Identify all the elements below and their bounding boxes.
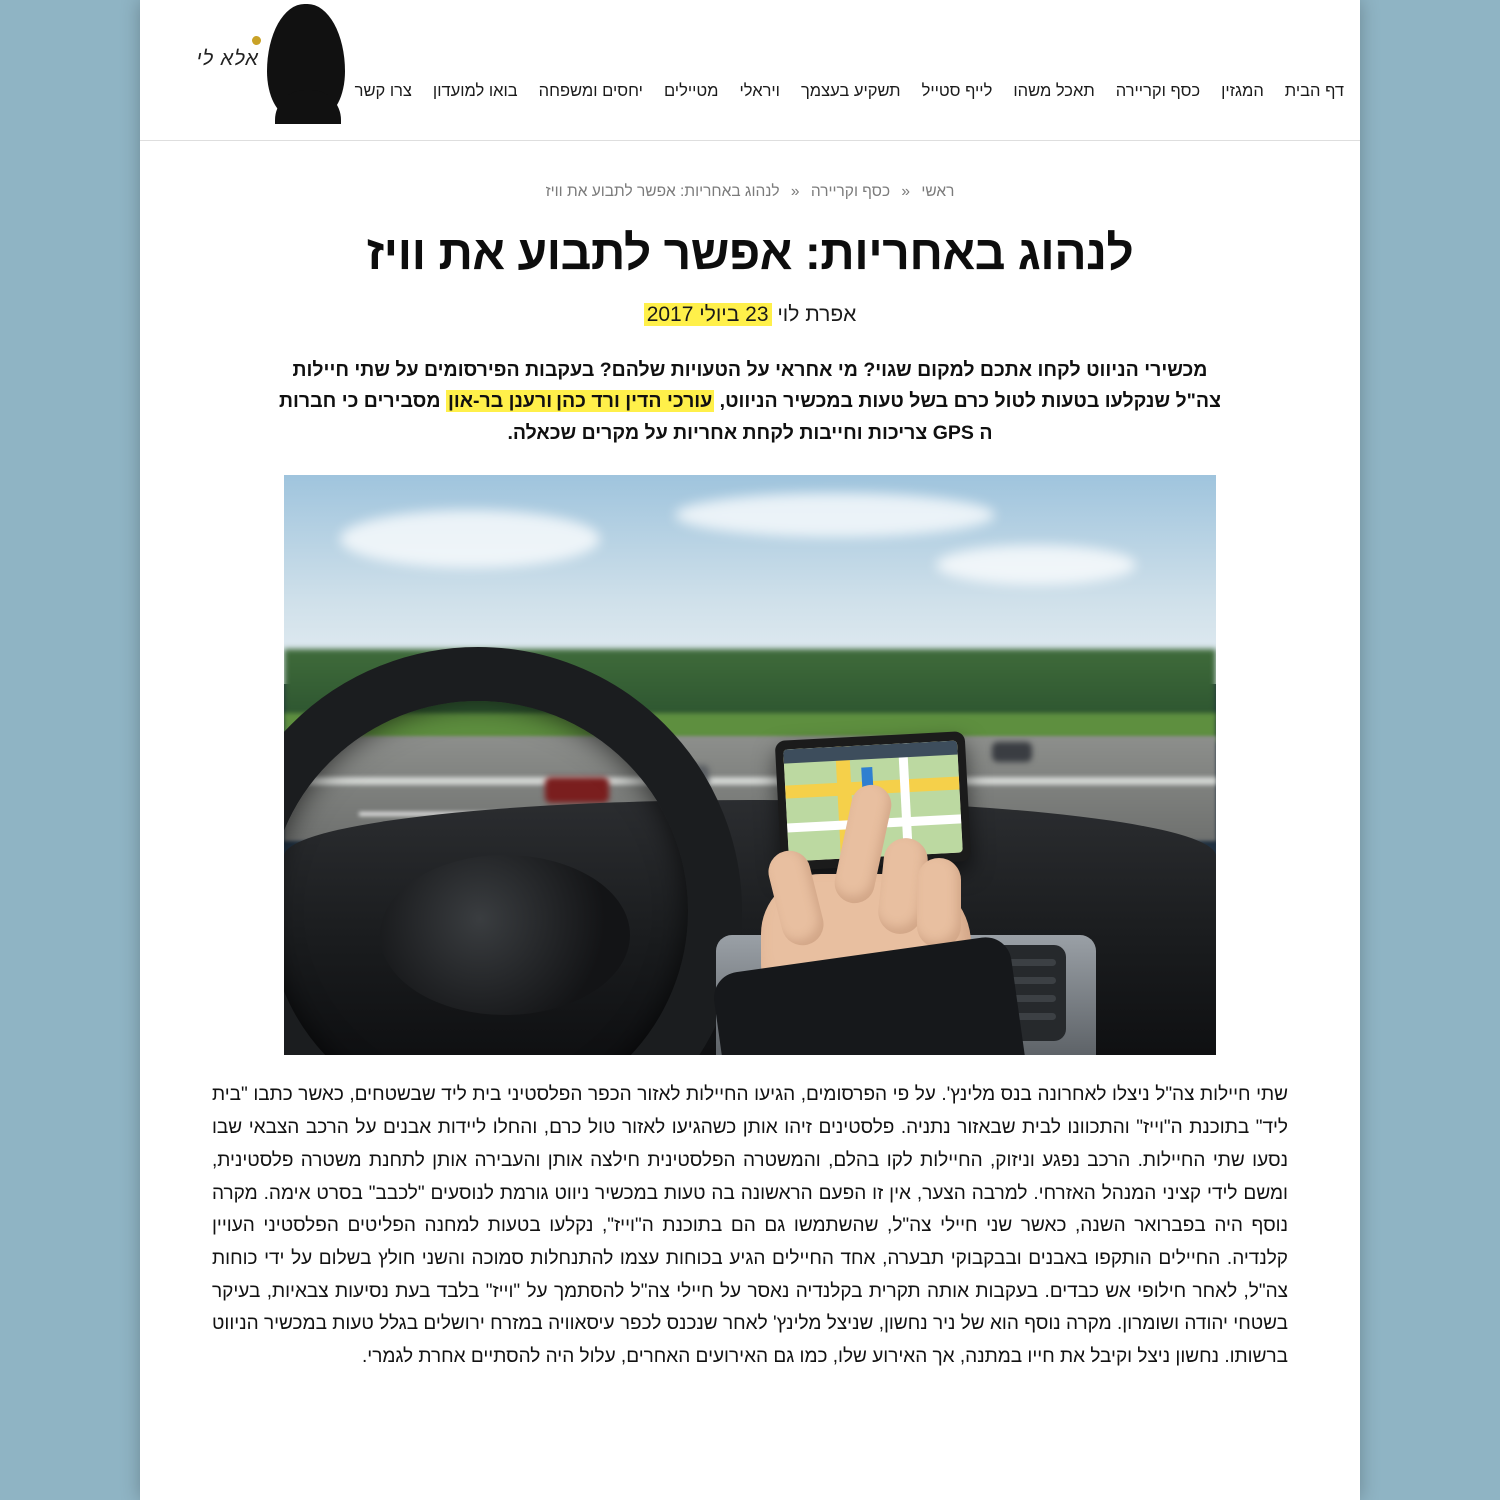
lede-highlight-lawyer-2: ורענן בר-און bbox=[447, 390, 553, 413]
nav-item-self-invest[interactable]: תשקיע בעצמך bbox=[800, 82, 901, 100]
lede-highlight-lawyer-1: עורכי הדין ורד כהן bbox=[556, 390, 713, 413]
byline-date: 23 ביולי 2017 bbox=[644, 303, 772, 326]
breadcrumb-item-current: לנהוג באחריות: אפשר לתבוע את וויז bbox=[545, 183, 780, 200]
article bbox=[140, 227, 1360, 1374]
photo-suit-sleeve bbox=[711, 934, 1032, 1056]
nav-item-relationships-family[interactable]: יחסים ומשפחה bbox=[538, 82, 643, 100]
main-navigation[interactable] bbox=[355, 82, 1344, 103]
photo-instrument-cluster bbox=[380, 855, 630, 1015]
nav-item-food[interactable]: תאכל משהו bbox=[1013, 82, 1095, 100]
article-image bbox=[284, 475, 1216, 1055]
lede-text-part1: מכשירי הניווט לקחו אתכם למקום שגוי? מי אחראי על הטעויות שלהם? בעקבות הפירסומים על שתי חיילות צה"ל שנקלעו בטעות לטול כרם בשל טעות במכשיר הניווט, bbox=[292, 358, 1221, 413]
breadcrumb-separator-1: « bbox=[901, 183, 911, 200]
article-page bbox=[140, 0, 1360, 1500]
photo-cloud bbox=[675, 493, 995, 537]
photo-finger bbox=[917, 858, 961, 948]
photo-cloud bbox=[936, 545, 1136, 585]
byline-author: אפרת לוי bbox=[777, 302, 857, 326]
photo-hand bbox=[731, 754, 1031, 1056]
page-title: לנהוג באחריות: אפשר לתבוע את וויז bbox=[366, 227, 1134, 280]
article-lede bbox=[270, 355, 1230, 450]
nav-item-money-career[interactable]: כסף וקריירה bbox=[1115, 82, 1201, 100]
site-header bbox=[140, 0, 1360, 141]
byline bbox=[178, 303, 1322, 327]
lede-text-part2: מסבירים כי חברות ה GPS צריכות וחייבות לקחת אחריות על מקרים שכאלה. bbox=[279, 390, 993, 444]
nav-item-viral[interactable]: ויראלי bbox=[739, 82, 780, 100]
nav-item-travel[interactable]: מטיילים bbox=[663, 82, 719, 100]
logo-dot-icon bbox=[252, 36, 261, 45]
nav-item-club[interactable]: בואו למועדון bbox=[432, 82, 518, 100]
breadcrumb-separator-2: « bbox=[790, 183, 800, 200]
nav-item-magazine[interactable]: המגזין bbox=[1221, 82, 1264, 100]
breadcrumb-item-money-career[interactable]: כסף וקריירה bbox=[810, 183, 891, 200]
nav-item-home[interactable]: דף הבית bbox=[1284, 82, 1344, 100]
nav-item-lifestyle[interactable]: לייף סטייל bbox=[921, 82, 993, 100]
article-body bbox=[212, 1079, 1288, 1373]
nav-item-contact[interactable]: צרו קשר bbox=[354, 82, 412, 100]
breadcrumb[interactable] bbox=[180, 183, 1320, 201]
breadcrumb-item-home[interactable]: ראשי bbox=[921, 183, 955, 200]
photo-cloud bbox=[340, 510, 600, 568]
site-logo[interactable] bbox=[175, 4, 345, 124]
logo-text: אלא לי bbox=[196, 48, 259, 70]
article-paragraph: שתי חיילות צה"ל ניצלו לאחרונה בנס מלינץ'. על פי הפרסומים, הגיעו החיילות לאזור הכפר הפלסטיני בית ליד שבשטחים, כאשר כתבו "בית ליד" בתוכנת ה"וייז" והתכוונו לבית שבאזור נתניה. פלסטינים זיהו אותן כשהגיעו לאזור טול כרם, והחלו ליידות אבנים על הרכב הצבאי שבו נסעו שתי החיילות. הרכב נפגע וניזוק, החיילות לקו בהלם, והמשטרה הפלסטינית חילצה אותן והעבירה אותן לתחנת משטרה פלסטינית, ומשם לידי קציני המנהל האזרחי. למרבה הצער, אין זו הפעם הראשונה בה טעות במכשיר ניווט גורמת לנוסעים "לכבב" בסרט אימה. מקרה נוסף היה בפברואר השנה, כאשר שני חיילי צה"ל, שהשתמשו גם הם בתוכנת ה"וייז", נקלעו בטעות למחנה הפליטים הפלסטיני העויין קלנדיה. החיילים הותקפו באבנים ובבקבוקי תבערה, אחד החיילים הגיע בכוחות עצמו להתנחלות סמוכה והשני חולץ בשלום על ידי כוחות צה"ל, לאחר חילופי אש כבדים. בעקבות אותה תקרית בקלנדיה נאסר על חיילי צה"ל להסתמך על "וייז" בלבד בעת נסיעות צבאיות, בעיקר בשטחי יהודה ושומרון. מקרה נוסף הוא של ניר נחשון, שניצל מלינץ' לאחר שנכנס לכפר עיסאוויה במזרח ירושלים בגלל טעות במכשיר הניווט ברשותו. נחשון ניצל וקיבל את חייו במתנה, אך האירוע שלו, כמו גם האירועים האחרים, עלול היה להסתיים אחרת לגמרי. bbox=[212, 1084, 1288, 1367]
